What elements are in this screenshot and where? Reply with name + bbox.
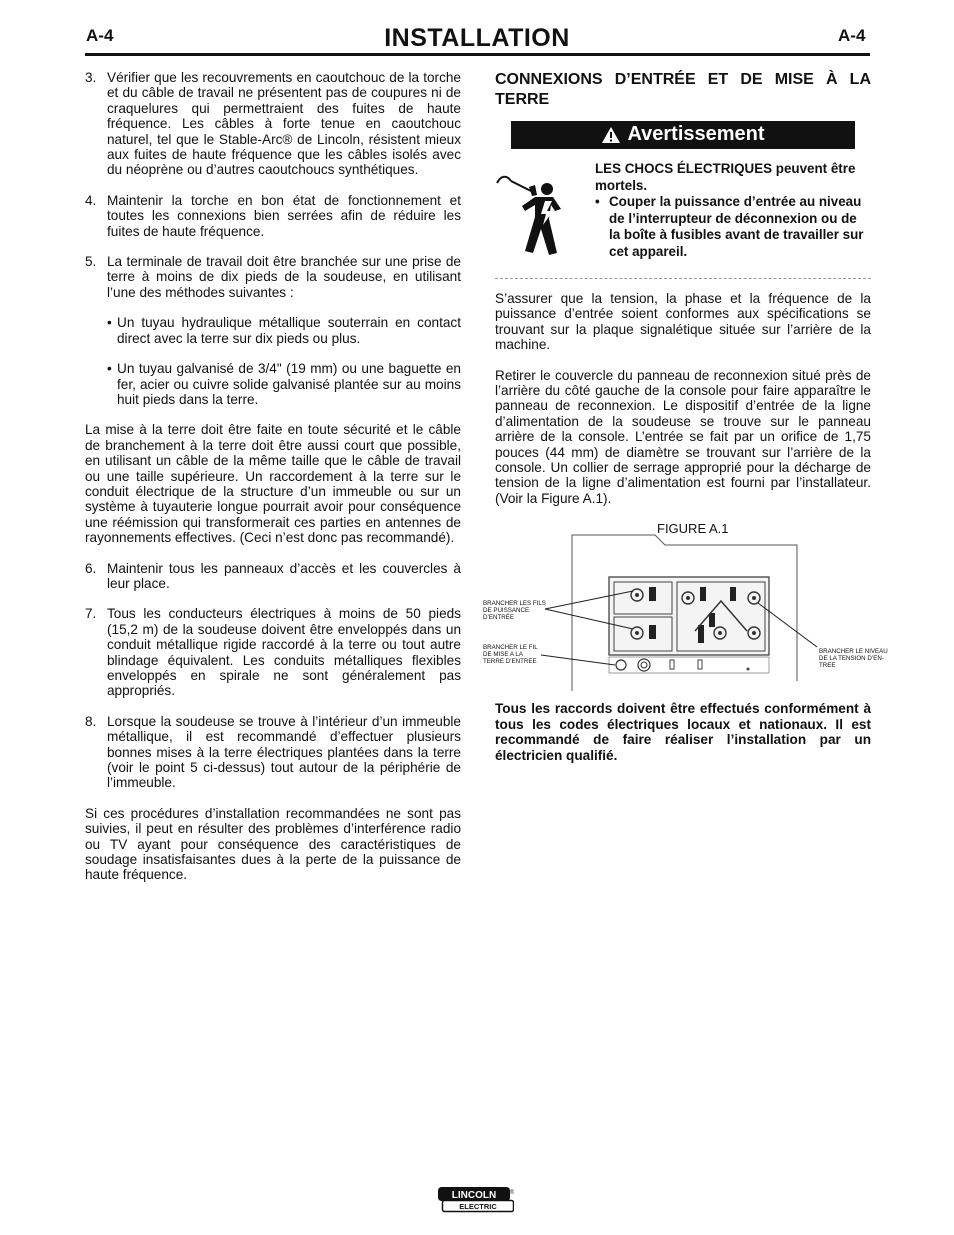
electric-shock-icon	[495, 161, 595, 260]
paragraph-final: Si ces procédures d’installation recommandées ne sont pas suivies, il peut en résulter des problèmes d’interférence radio ou TV ayant pour conséquence des caractéristiques de soudage insatisfaisantes dues à la perte de la puissance de haute fréquence.	[85, 805, 461, 883]
bullet-item-rod	[107, 361, 461, 407]
list-item-3	[85, 70, 461, 178]
right-column	[483, 70, 888, 763]
item-number: 5.	[85, 254, 97, 270]
dashed-divider	[495, 278, 871, 279]
item-text: Vérifier que les recouvrements en caoutchouc de la torche et du câble de travail ne présentent pas de coupures ni de craquelures qui permettraient des fuites de haute fréquence. Les câbles à forte tenue en caoutchouc naturel, tel que le Stable-Arc® de Lincoln, résistent mieux aux fuites de haute fréquence que les câbles isolés avec du néoprène ou d’autres caoutchoucs synthétiques.	[107, 70, 461, 178]
list-item-8	[85, 714, 461, 791]
label-voltage-level: BRANCHER LE NIVEAU DE LA TENSION D’EN-TREE	[819, 648, 888, 670]
bullet-marker: •	[595, 194, 600, 209]
list-item-4	[85, 193, 461, 239]
logo-registered-mark: ®	[510, 1190, 514, 1196]
item-number: 7.	[85, 606, 97, 622]
list-item-6	[85, 561, 461, 592]
figure-a1	[483, 521, 888, 691]
bullet-marker: •	[107, 361, 112, 377]
bullet-item-pipe	[107, 315, 461, 346]
item-text: Tous les conducteurs électriques à moins de 50 pieds (15,2 m) de la soudeuse doivent être enveloppés dans un conduit métallique rigide raccordé à la terre ou tout autre blindage équivalent. Les conduits métalliques flexibles enveloppés en spirale ne sont généralement pas appropriés.	[107, 606, 461, 699]
list-item-7	[85, 606, 461, 698]
warning-bullet	[595, 194, 871, 260]
paragraph-reconnect: Retirer le couvercle du panneau de reconnexion situé près de l’arrière du côté gauche de la console pour faire apparaître le panneau de reconnexion. Le dispositif d’entrée de la ligne d’alimentation de la soudeuse se trouve sur le panneau arrière de la console. L’entrée se fait par un orifice de 1,75 pouces (44 mm) de diamètre se trouvant sur l’arrière de la console. Un collier de serrage approprié pour la décharge de tension de la ligne d’alimentation est fourni par l’installateur. (Voir la Figure A.1).	[495, 367, 871, 506]
left-column	[85, 70, 461, 898]
item-text: La terminale de travail doit être branchée sur une prise de terre à moins de dix pieds de la soudeuse, en utilisant l’une des méthodes suivantes :	[107, 254, 461, 300]
item-number: 4.	[85, 192, 97, 208]
item-text: Maintenir la torche en bon état de fonctionnement et toutes les connexions bien serrées afin de réduire les fuites de haute fréquence.	[107, 192, 461, 239]
lincoln-electric-logo	[438, 1187, 514, 1213]
paragraph-grounding: La mise à la terre doit être faite en toute sécurité et le câble de branchement à la terre doit être aussi court que possible, en utilisant un câble de la même taille que le câble de travail ou une taille supérieure. Un raccordement à la terre sur le conduit électrique de la structure d’un immeuble ou sur un système à tuyauterie longue pourrait avoir pour conséquence une réémission qui transformerait ces parties en antennes de rayonnements effectives. (Ceci n’est donc pas recommandé).	[85, 422, 461, 546]
installation-note: Tous les raccords doivent être effectués conformément à tous les codes électriques locaux et nationaux. Il est recommandé de faire réaliser l’installation par un électricien qualifié.	[495, 701, 871, 763]
paragraph-voltage: S’assurer que la tension, la phase et la fréquence de la puissance d’entrée soient conformes aux spécifications se trouvant sur la plaque signalétique située sur l’arrière de la machine.	[495, 291, 871, 353]
warning-banner	[511, 121, 855, 149]
warning-text	[595, 161, 871, 260]
list-item-5	[85, 254, 461, 300]
page-number-left: A-4	[86, 26, 114, 45]
item-number: 3.	[85, 70, 97, 85]
label-input-leads: BRANCHER LES FILS DE PUISSANCE D’ENTRÉE	[483, 600, 546, 622]
figure-caption: FIGURE A.1	[657, 521, 729, 537]
warning-body	[495, 161, 871, 260]
header-rule	[85, 53, 870, 56]
page-number-right: A-4	[838, 26, 866, 45]
item-text: Maintenir tous les panneaux d’accès et les couvercles à leur place.	[107, 560, 461, 591]
item-number: 8.	[85, 713, 97, 729]
item-text: Lorsque la soudeuse se trouve à l’intérieur d’un immeuble métallique, il est recommandé d’effectuer plusieurs bonnes mises à la terre électriques plantées dans la terre (voir le point 5 ci-dessus) tout autour de la périphérie de l’immeuble.	[107, 713, 461, 791]
warning-bullet-text: Couper la puissance d’entrée au niveau de l’interrupteur de déconnexion ou de la boîte à fusibles avant de travailler sur cet appareil.	[609, 194, 864, 259]
reconnect-panel-diagram	[495, 521, 871, 691]
warning-lead: LES CHOCS ÉLECTRIQUES peuvent être mortels.	[595, 161, 856, 193]
page-title: INSTALLATION	[384, 24, 570, 52]
logo-top-text: LINCOLN	[451, 1190, 497, 1201]
item-number: 6.	[85, 560, 97, 576]
label-ground-lead: BRANCHER LE FIL DE MISE A LA TERRE D’ENTREE	[483, 644, 538, 666]
warning-triangle-icon	[601, 126, 621, 144]
warning-title: Avertissement	[627, 123, 765, 146]
bullet-text: Un tuyau hydraulique métallique souterrain en contact direct avec la terre sur dix pieds ou plus.	[117, 315, 461, 346]
bullet-marker: •	[107, 315, 112, 331]
bullet-text: Un tuyau galvanisé de 3/4" (19 mm) ou une baguette en fer, acier ou cuivre solide galvanisé plantée sur au moins huit pieds dans la terre.	[117, 361, 461, 407]
section-heading: CONNEXIONS D’ENTRÉE ET DE MISE À LA TERRE	[495, 71, 871, 108]
logo-bottom-text: ELECTRIC	[459, 1202, 497, 1211]
